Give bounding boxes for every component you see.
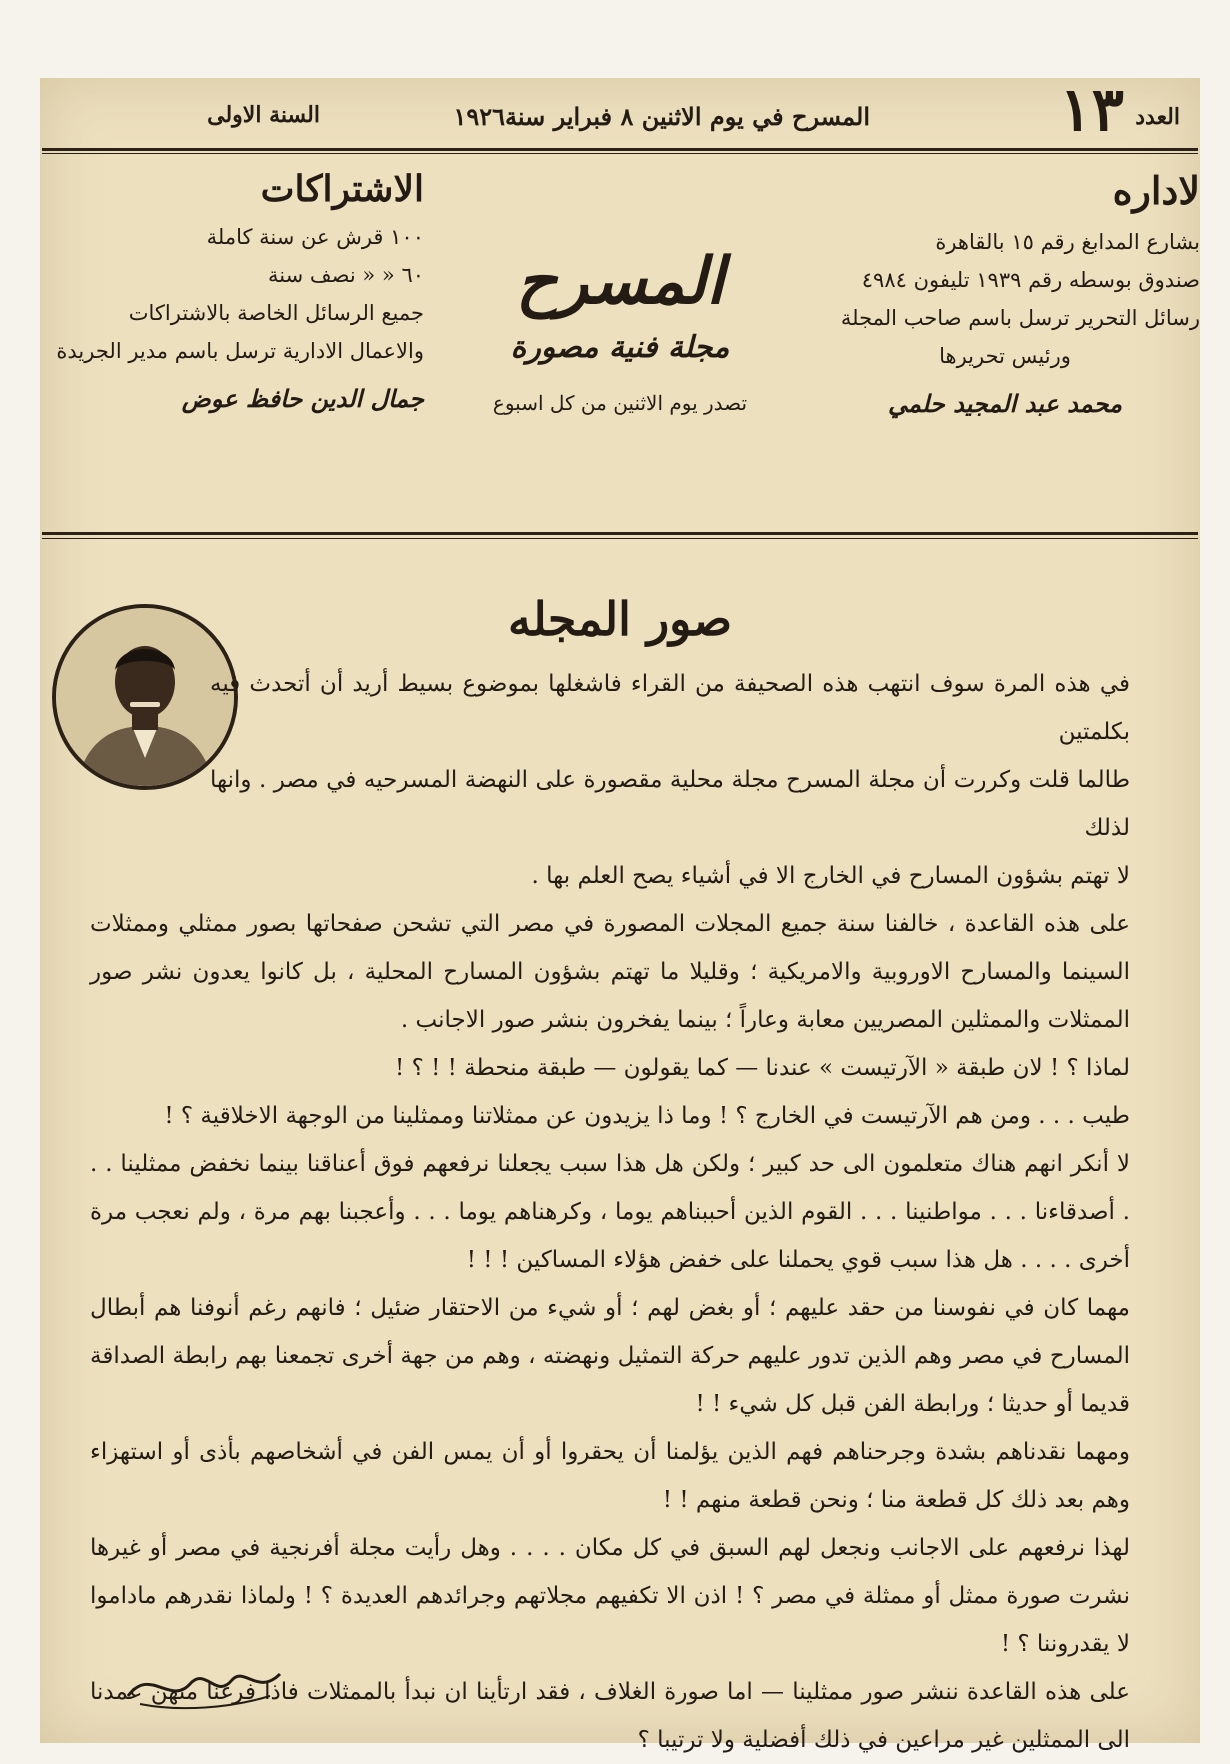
article-paragraph: مهما كان في نفوسنا من حقد عليهم ؛ أو بغض لهم ؛ أو شيء من الاحتقار ضئيل ؛ فانهم رغم أنوفنا هم أبطال المسارح في مصر وهم الذين تدور عليهم حركة التمثيل ونهضته ، وهم من جهة أخرى تجمعنا بهم رابطة الصداقة قديما أو حديثا ؛ ورابطة الفن قبل كل شيء ! ! — [90, 1295, 1130, 1417]
editor-signature: محمد عبد المجيد حلمي — [888, 389, 1122, 418]
masthead-subtitle: مجلة فنية مصورة — [510, 330, 730, 365]
admin-pobox: صندوق بوسطه رقم ١٩٣٩ تليفون ٤٩٨٤ — [861, 268, 1200, 292]
masthead-rule — [42, 532, 1198, 535]
author-signature — [120, 1656, 290, 1716]
article-paragraph: لهذا نرفعهم على الاجانب ونجعل لهم السبق في كل مكان . . . . وهل رأيت مجلة أفرنجية في مصر أو غيرها نشرت صورة ممثل أو ممثلة في مصر ؟ ! اذن الا تكفيهم مجلاتهم وجرائدهم العديدة ؟ ! ولماذا نقدرهم ماداموا لا يقدروننا ؟ ! — [90, 1535, 1130, 1657]
admin-address: بشارع المدابغ رقم ١٥ بالقاهرة — [935, 230, 1200, 254]
article-paragraph: لا تهتم بشؤون المسارح في الخارج الا في أشياء يصح العلم بها . — [531, 863, 1130, 889]
subscriptions-title: الاشتراكات — [260, 168, 424, 210]
masthead — [440, 240, 800, 415]
masthead-rule-thin — [42, 538, 1198, 539]
article-paragraph: على هذه القاعدة ، خالفنا سنة جميع المجلات المصورة في مصر التي تشحن صفحاتها بصور ممثلي وممثلات السينما والمسارح الاوروبية والامريكية ؛ وقليلا ما تهتم بشؤون المسارح المحلية ، بل كانوا يعدون نشر صور الممثلات والممثلين المصريين معابة وعاراً ؛ بينما يفخرون بنشر صور الاجانب . — [90, 911, 1130, 1033]
subscriptions-column — [44, 168, 424, 413]
issue-header — [40, 75, 1200, 146]
year-label: السنة الاولى — [207, 102, 320, 128]
subscription-note-1: جميع الرسائل الخاصة بالاشتراكات — [128, 301, 424, 325]
date-line: المسرح في يوم الاثنين ٨ فبراير سنة١٩٢٦ — [453, 102, 870, 131]
manager-signature: جمال الدين حافظ عوض — [181, 384, 424, 413]
subscription-half: ٦٠ « « نصف سنة — [268, 263, 424, 287]
article-title: صور المجله — [507, 592, 733, 646]
subscription-year: ١٠٠ قرش عن سنة كاملة — [206, 225, 424, 249]
subscription-note-2: والاعمال الادارية ترسل باسم مدير الجريدة — [56, 339, 424, 363]
article-paragraph: ومهما نقدناهم بشدة وجرحناهم فهم الذين يؤلمنا أن يحقروا أو أن يمس الفن في أشخاصهم بأذى أو استهزاء وهم بعد ذلك كل قطعة منا ؛ ونحن قطعة منهم ! ! — [90, 1439, 1130, 1513]
header-rule — [42, 148, 1198, 151]
admin-letters: رسائل التحرير ترسل باسم صاحب المجلة — [840, 306, 1200, 330]
masthead-frequency: تصدر يوم الاثنين من كل اسبوع — [492, 391, 748, 415]
article-paragraph: على هذه القاعدة ننشر صور ممثلينا — اما صورة الغلاف ، فقد ارتأينا ان نبدأ بالممثلات فاذا فرغنا منهن عمدنا الى الممثلين غير مراعين في ذلك أفضلية ولا ترتيبا ؟ — [90, 1679, 1130, 1753]
article-paragraph: لا أنكر انهم هناك متعلمون الى حد كبير ؛ ولكن هل هذا سبب يجعلنا نرفعهم فوق أعناقنا بينما نخفض ممثلينا . . . أصدقاءنا . . . مواطنينا . . . القوم الذين أحببناهم يوما ، وكرهناهم يوما . . . وأعجبنا بهم مرة ، ولم نعجب مرة أخرى . . . . هل هذا سبب قوي يحملنا على خفض هؤلاء المساكين ! ! ! — [90, 1151, 1130, 1273]
admin-editor: ورئيس تحريرها — [939, 344, 1071, 368]
issue-number: ١٣ — [1059, 75, 1124, 145]
article-body — [90, 660, 1130, 1764]
masthead-title: المسرح — [516, 244, 724, 319]
header-rule-thin — [42, 153, 1198, 154]
administration-title: لاداره — [1112, 168, 1200, 213]
article-paragraph: لماذا ؟ ! لان طبقة « الآرتيست » عندنا — كما يقولون — طبقة منحطة ! ! ؟ ! — [395, 1055, 1130, 1081]
article-paragraph: طيب . . . ومن هم الآرتيست في الخارج ؟ ! وما ذا يزيدون عن ممثلاتنا وممثلينا من الوجهة الاخلاقية ؟ ! — [164, 1103, 1130, 1129]
article-paragraph: طالما قلت وكررت أن مجلة المسرح مجلة محلية مقصورة على النهضة المسرحيه في مصر . وانها لذلك — [210, 767, 1130, 841]
issue-label: العدد — [1135, 104, 1180, 130]
administration-column — [810, 168, 1200, 418]
article-paragraph: في هذه المرة سوف انتهب هذه الصحيفة من القراء فاشغلها بموضوع بسيط أريد أن أتحدث فيه بكلمتين — [210, 671, 1130, 745]
